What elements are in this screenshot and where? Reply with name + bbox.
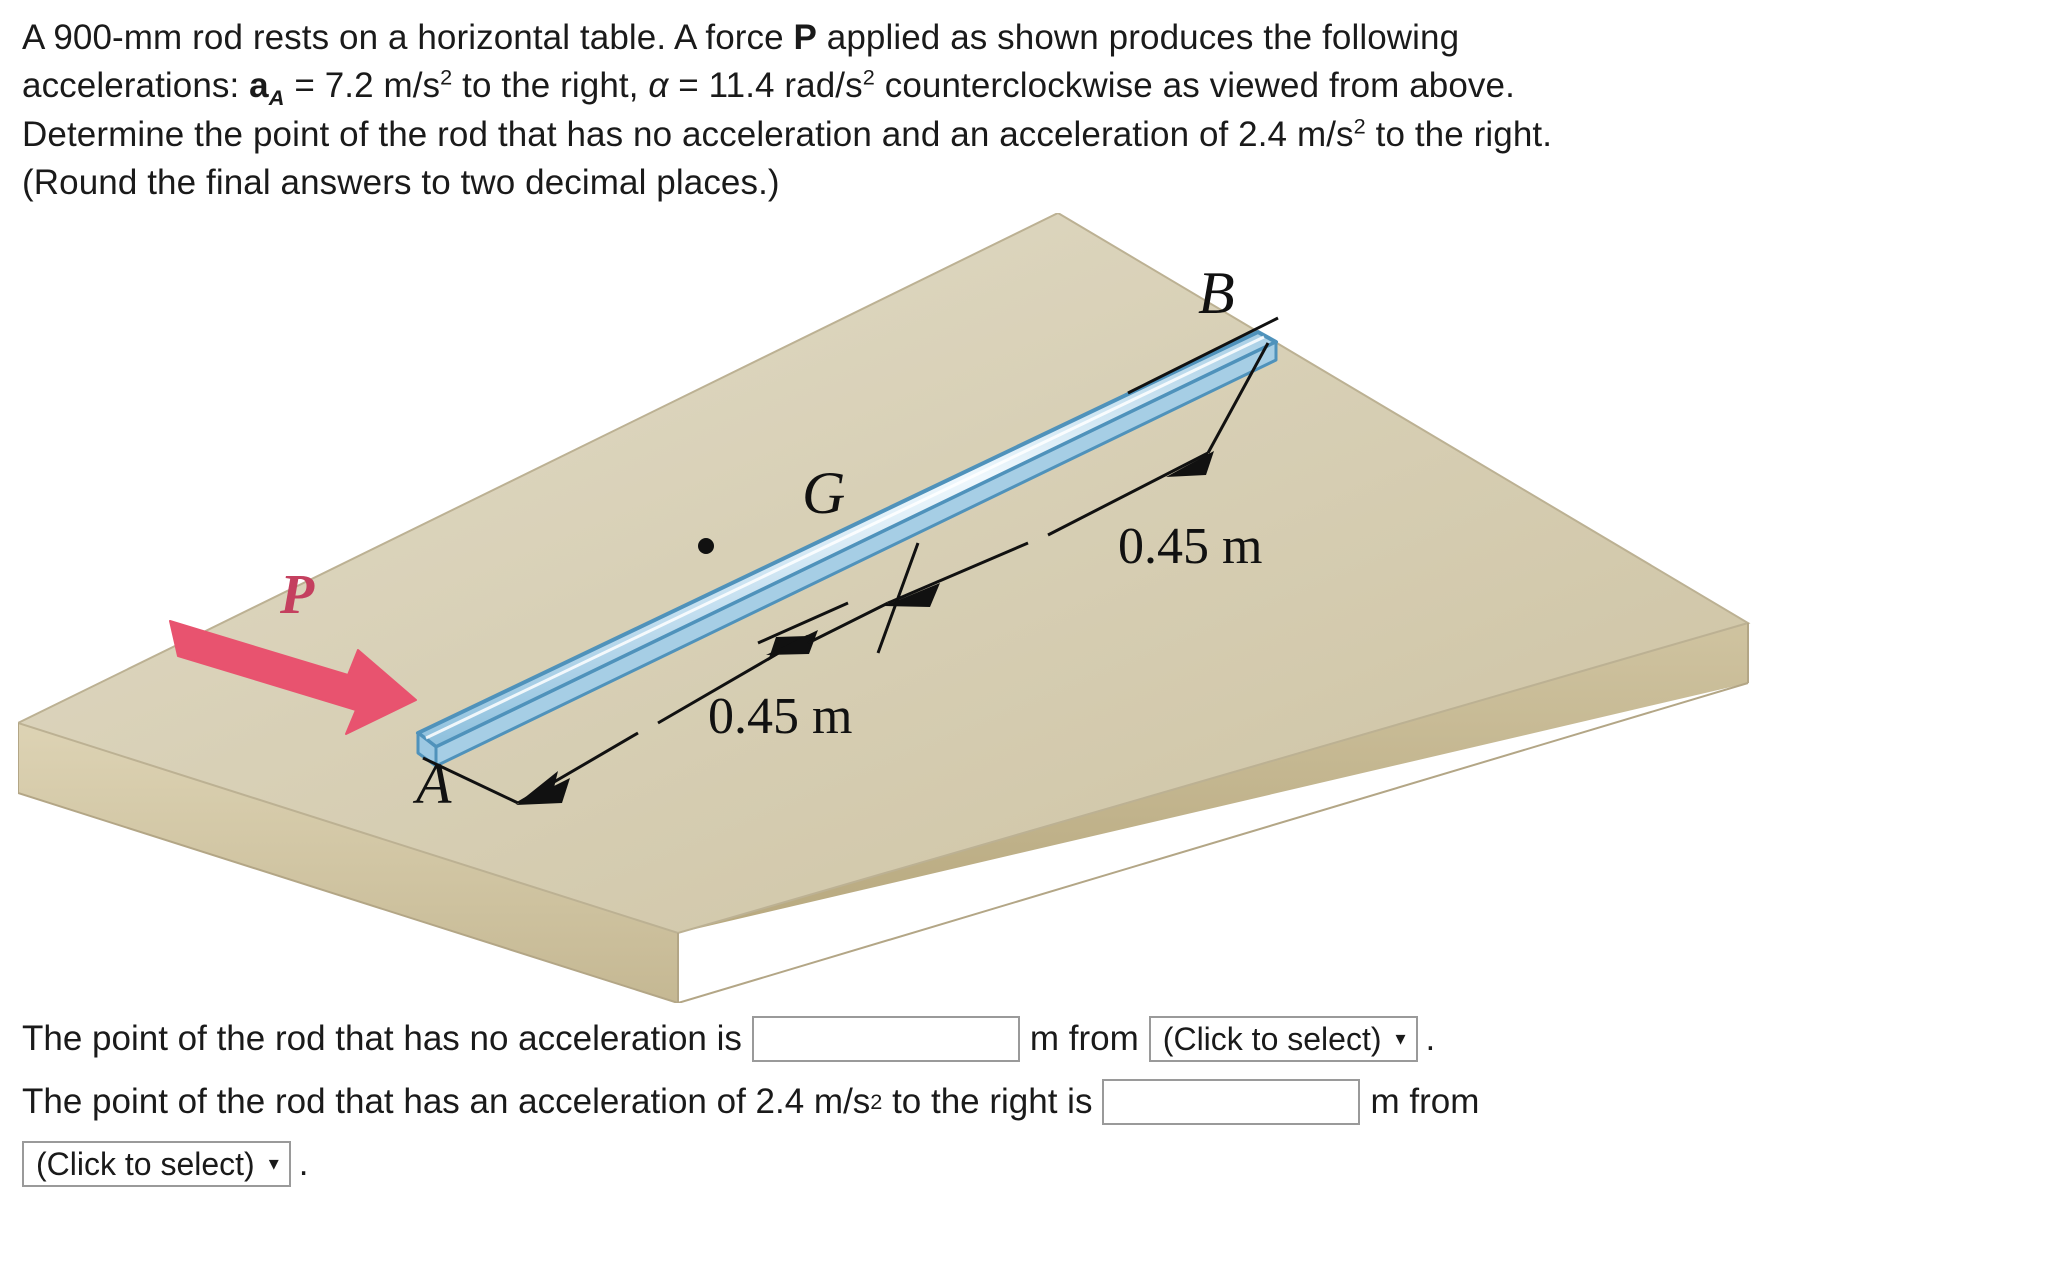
table-slab <box>18 213 1748 1003</box>
answer1-period: . <box>1425 1019 1436 1059</box>
problem-line3-part-b: to the right. <box>1365 114 1553 154</box>
label-a: A <box>416 751 452 817</box>
accel-a-subscript: A <box>268 85 285 111</box>
answer2-select[interactable] <box>22 1141 291 1187</box>
units-exponent-3: 2 <box>1353 112 1366 138</box>
answer2-prefix-label-b: to the right is <box>882 1081 1093 1121</box>
problem-line2-part-d: = 11.4 rad/s <box>668 66 863 106</box>
answer-row-2: The point of the rod that has an acceleration of 2.4 m/s 2 to the right is m from <box>22 1076 2028 1129</box>
answer1-prefix-label: The point of the rod that has no acceleration is <box>22 1019 742 1059</box>
answer2-input[interactable] <box>1102 1079 1360 1125</box>
answer1-unit-label: m from <box>1029 1019 1139 1059</box>
accel-a-symbol: a <box>249 66 269 106</box>
force-symbol-p: P <box>793 18 817 57</box>
problem-line2-part-b: = 7.2 m/s <box>284 66 441 106</box>
answer2-select-label: (Click to select) <box>36 1146 255 1183</box>
answer2-period: . <box>298 1144 309 1184</box>
chevron-down-icon-2: ▾ <box>268 1153 279 1176</box>
problem-line-2 <box>22 62 2028 110</box>
alpha-symbol: α <box>648 66 669 106</box>
problem-line2-part-a: accelerations: <box>22 66 250 106</box>
answer1-select[interactable] <box>1149 1016 1418 1062</box>
answer2-unit-label: m from <box>1370 1081 1480 1121</box>
dimension-label-right: 0.45 m <box>1118 518 1263 576</box>
answer1-input[interactable] <box>752 1016 1020 1062</box>
problem-line-1 <box>22 14 2028 62</box>
label-b: B <box>1198 260 1235 327</box>
problem-line-3 <box>22 111 2028 159</box>
problem-line2-part-c: to the right, <box>452 66 649 106</box>
answer-row-1 <box>22 1013 2028 1066</box>
problem-line-4: (Round the final answers to two decimal places.) <box>22 162 780 202</box>
center-of-mass-dot <box>698 538 714 554</box>
chevron-down-icon: ▾ <box>1395 1028 1406 1051</box>
dimension-label-left: 0.45 m <box>708 688 853 746</box>
problem-statement <box>22 14 2028 207</box>
answer1-select-label: (Click to select) <box>1162 1021 1382 1058</box>
answer-row-2-continued <box>22 1138 2028 1191</box>
answer2-prefix-label-a: The point of the rod that has an acceleration of 2.4 m/s <box>22 1081 871 1121</box>
figure-rod-on-table <box>18 213 1898 1003</box>
units-exponent-2: 2 <box>862 64 875 90</box>
label-p: P <box>280 564 315 627</box>
problem-line1-part-b: applied as shown produces the following <box>816 18 1460 57</box>
answer-section <box>22 1013 2028 1191</box>
label-g: G <box>802 460 846 527</box>
problem-line1-part-a: A 900-mm rod rests on a horizontal table. A force <box>22 18 794 57</box>
problem-line2-part-e: counterclockwise as viewed from above. <box>874 66 1515 106</box>
units-exponent-1: 2 <box>440 64 453 90</box>
problem-line3-part-a: Determine the point of the rod that has no acceleration and an acceleration of 2.4 m/s <box>22 114 1354 154</box>
